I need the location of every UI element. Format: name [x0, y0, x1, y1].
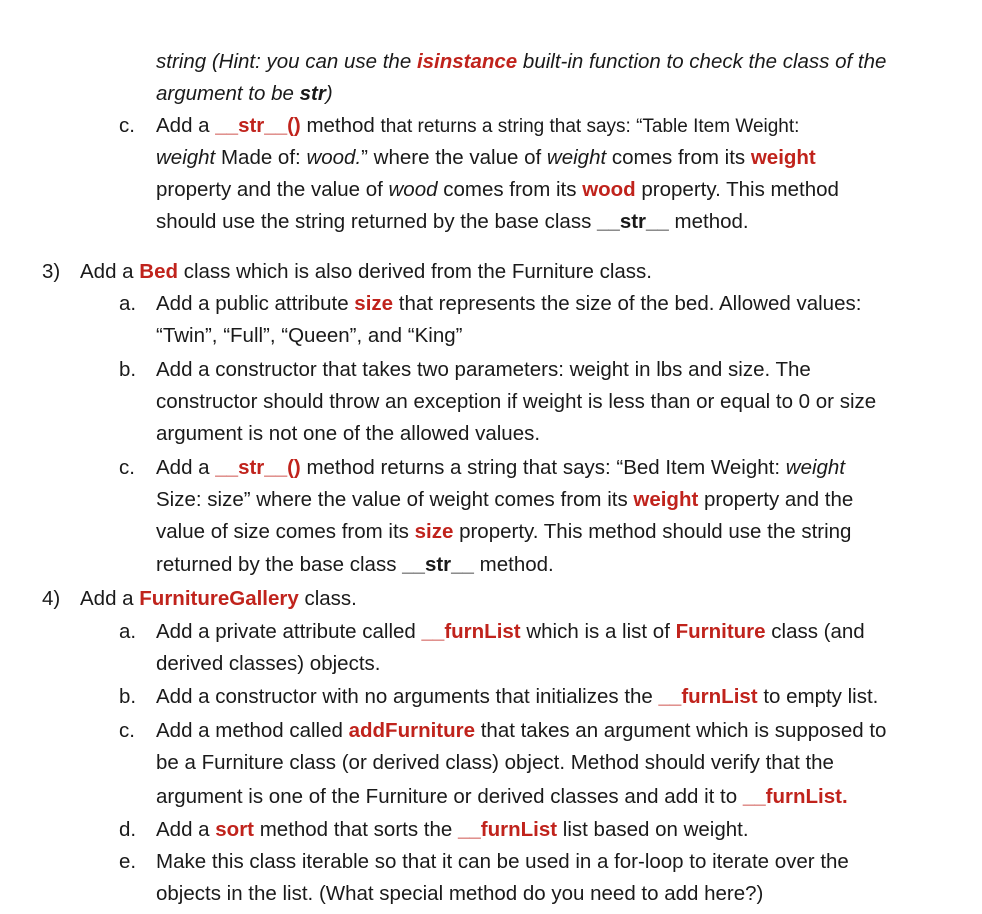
- item-4-label: 4): [42, 587, 61, 610]
- item-4a-line-2: derived classes) objects.: [156, 652, 381, 675]
- item-4a-label: a.: [119, 620, 137, 643]
- item-3b-line-1: Add a constructor that takes two parameters: weight in lbs and size. The: [156, 358, 811, 381]
- item-4e-label: e.: [119, 850, 137, 873]
- item-2c-label: c.: [119, 114, 135, 137]
- item-3c-label: c.: [119, 456, 135, 479]
- item-4e-line-2: objects in the list. (What special method do you need to add here?): [156, 882, 764, 905]
- item-4e-line-1: Make this class iterable so that it can be used in a for-loop to iterate over the: [156, 850, 849, 873]
- item-3c-line-4: returned by the base class __str__ method.: [156, 553, 554, 576]
- item-2c-line-4: should use the string returned by the base class __str__ method.: [156, 210, 749, 233]
- furniture-gallery-keyword: FurnitureGallery: [139, 587, 299, 610]
- item-3b-line-2: constructor should throw an exception if weight is less than or equal to 0 or size: [156, 390, 877, 413]
- item-2c-line-1: Add a __str__() method that returns a string that says: “Table Item Weight:: [156, 114, 800, 137]
- item-3c-line-3: value of size comes from its size property. This method should use the string: [156, 520, 852, 543]
- item-4-heading: Add a FurnitureGallery class.: [80, 587, 357, 610]
- item-3c-line-2: Size: size” where the value of weight comes from its weight property and the: [156, 488, 854, 511]
- item-4c-line-1: Add a method called addFurniture that takes an argument which is supposed to: [156, 719, 887, 742]
- item-4d-line-1: Add a sort method that sorts the __furnList list based on weight.: [156, 818, 749, 841]
- continuation-line-2: argument to be str): [156, 82, 333, 105]
- item-2c-line-3: property and the value of wood comes from its wood property. This method: [156, 178, 839, 201]
- bed-keyword: Bed: [139, 260, 179, 283]
- item-3-label: 3): [42, 260, 61, 283]
- item-2c-line-2: weight Made of: wood.” where the value of weight comes from its weight: [156, 146, 816, 169]
- item-3b-line-3: argument is not one of the allowed values.: [156, 422, 541, 445]
- item-4b-line-1: Add a constructor with no arguments that initializes the __furnList to empty list.: [156, 685, 879, 708]
- item-4b-label: b.: [119, 685, 137, 708]
- continuation-line-1: string (Hint: you can use the isinstance built-in function to check the class of the: [156, 50, 887, 73]
- str-keyword: str: [299, 82, 326, 105]
- item-3-heading: Add a Bed class which is also derived from the Furniture class.: [80, 260, 652, 283]
- item-3b-label: b.: [119, 358, 137, 381]
- item-4c-line-3: argument is one of the Furniture or derived classes and add it to __furnList.: [156, 785, 848, 808]
- item-4a-line-1: Add a private attribute called __furnList which is a list of Furniture class (and: [156, 620, 865, 643]
- item-3a-line-2: “Twin”, “Full”, “Queen”, and “King”: [156, 324, 463, 347]
- item-4c-label: c.: [119, 719, 135, 742]
- item-4c-line-2: be a Furniture class (or derived class) object. Method should verify that the: [156, 751, 834, 774]
- item-3a-line-1: Add a public attribute size that represents the size of the bed. Allowed values:: [156, 292, 862, 315]
- item-3c-line-1: Add a __str__() method returns a string that says: “Bed Item Weight: weight: [156, 456, 846, 479]
- item-3a-label: a.: [119, 292, 137, 315]
- item-4d-label: d.: [119, 818, 137, 841]
- isinstance-keyword: isinstance: [416, 50, 518, 73]
